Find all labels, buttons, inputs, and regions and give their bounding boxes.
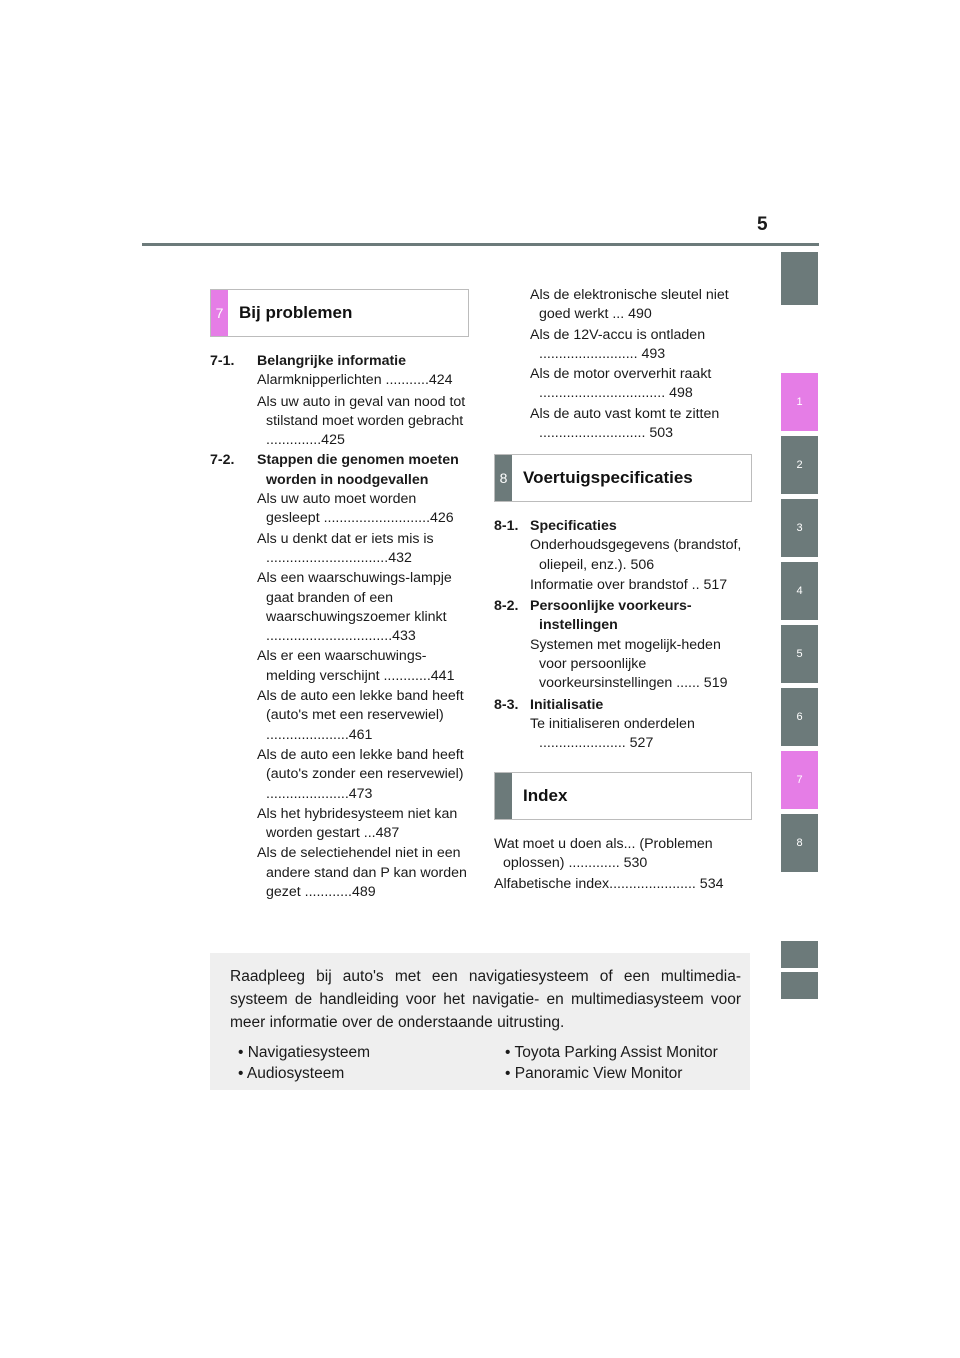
index-toc xyxy=(494,835,741,894)
toc-entry[interactable]: Als een waarschuwings-lampje gaat branden of een waarschuwingszoemer klinkt ................................433 xyxy=(257,570,452,645)
toc-entry[interactable]: Als u denkt dat er iets mis is ...............................432 xyxy=(257,530,434,566)
side-tab-7[interactable]: 7 xyxy=(781,751,818,809)
section-8-title: Voertuigspecificaties xyxy=(523,468,693,487)
toc-group-heading: 7-2. Stappen die genomen moeten worden in noodgevallen xyxy=(210,452,459,488)
page-number: 5 xyxy=(757,214,768,235)
toc-entry[interactable]: Als de auto vast komt te zitten ........................... 503 xyxy=(530,405,720,442)
side-tab-blank-a xyxy=(781,941,818,968)
side-tab-1[interactable]: 1 xyxy=(781,373,818,431)
toc-entry[interactable]: Informatie over brandstof .. 517 xyxy=(530,576,728,593)
toc-entry[interactable]: Alfabetische index...................... 534 xyxy=(494,875,724,892)
notice-bullet: • Navigatiesysteem xyxy=(238,1044,371,1061)
section-7-header xyxy=(210,289,469,337)
section-7-toc xyxy=(210,352,467,902)
index-title: Index xyxy=(523,786,568,805)
section-8-toc xyxy=(494,517,750,754)
notice-bullet: • Panoramic View Monitor xyxy=(505,1065,683,1082)
toc-group-heading: 8-3. Initialisatie xyxy=(494,696,604,713)
section-7-number: 7 xyxy=(211,290,228,336)
side-tab-2[interactable]: 2 xyxy=(781,436,818,494)
index-marker xyxy=(495,773,512,819)
side-tab-blank-b xyxy=(781,972,818,999)
toc-entry[interactable]: Als er een waarschuwings-melding verschijnt ............441 xyxy=(257,648,455,684)
section-7-toc-continued xyxy=(494,286,750,443)
toc-entry[interactable]: Als uw auto moet worden gesleept ...........................426 xyxy=(257,491,454,527)
toc-entry[interactable]: Als de selectiehendel niet in een andere stand dan P kan worden gezet ............489 xyxy=(257,845,467,901)
toc-entry[interactable]: Onderhoudsgegevens (brandstof, oliepeil, enz.). 506 xyxy=(530,537,742,573)
toc-entry[interactable]: Alarmknipperlichten ...........424 xyxy=(257,372,453,389)
side-tab-5[interactable]: 5 xyxy=(781,625,818,683)
section-8-number: 8 xyxy=(495,455,512,501)
section-7-title: Bij problemen xyxy=(239,303,353,322)
section-8-header xyxy=(494,454,752,502)
toc-entry[interactable]: Als de motor oververhit raakt ................................ 498 xyxy=(530,366,712,402)
toc-entry[interactable]: Als de auto een lekke band heeft (auto's met een reservewiel) .....................461 xyxy=(257,688,464,743)
toc-entry[interactable]: Als de auto een lekke band heeft (auto's zonder een reservewiel) .....................473 xyxy=(257,746,464,802)
side-tab-blank-top xyxy=(781,252,818,305)
side-tab-4[interactable]: 4 xyxy=(781,562,818,620)
toc-entry[interactable]: Systemen met mogelijk-heden voor persoonlijke voorkeursinstellingen ...... 519 xyxy=(530,636,728,692)
toc-entry[interactable]: Als het hybridesysteem niet kan worden gestart ...487 xyxy=(257,805,458,842)
toc-group-heading: 7-1. Belangrijke informatie xyxy=(210,353,407,369)
side-tab-6[interactable]: 6 xyxy=(781,688,818,746)
toc-group-heading: 8-2. Persoonlijke voorkeurs-instellingen xyxy=(494,598,692,634)
side-tab-8[interactable]: 8 xyxy=(781,814,818,872)
header-rule xyxy=(142,243,819,246)
toc-entry[interactable]: Als de elektronische sleutel niet goed werkt ... 490 xyxy=(530,287,729,323)
toc-group-heading: 8-1. Specificaties xyxy=(494,518,617,534)
notice-bullet: • Toyota Parking Assist Monitor xyxy=(505,1044,718,1061)
multimedia-notice xyxy=(210,953,750,1090)
side-tab-3[interactable]: 3 xyxy=(781,499,818,557)
toc-entry[interactable]: Als de 12V-accu is ontladen ......................... 493 xyxy=(530,326,706,362)
toc-entry[interactable]: Als uw auto in geval van nood tot stilstand moet worden gebracht ..............425 xyxy=(257,393,466,449)
index-header xyxy=(494,772,752,820)
toc-entry[interactable]: Te initialiseren onderdelen ...................... 527 xyxy=(530,715,695,752)
toc-entry[interactable]: Wat moet u doen als... (Problemen oplossen) ............. 530 xyxy=(494,836,713,872)
notice-bullet: • Audiosysteem xyxy=(238,1065,345,1082)
notice-text: Raadpleeg bij auto's met een navigatiesysteem of een multimedia-systeem de handleiding voor het navigatie- en multimediasysteem voor meer informatie over de onderstaande uitrusting. xyxy=(230,968,741,1031)
